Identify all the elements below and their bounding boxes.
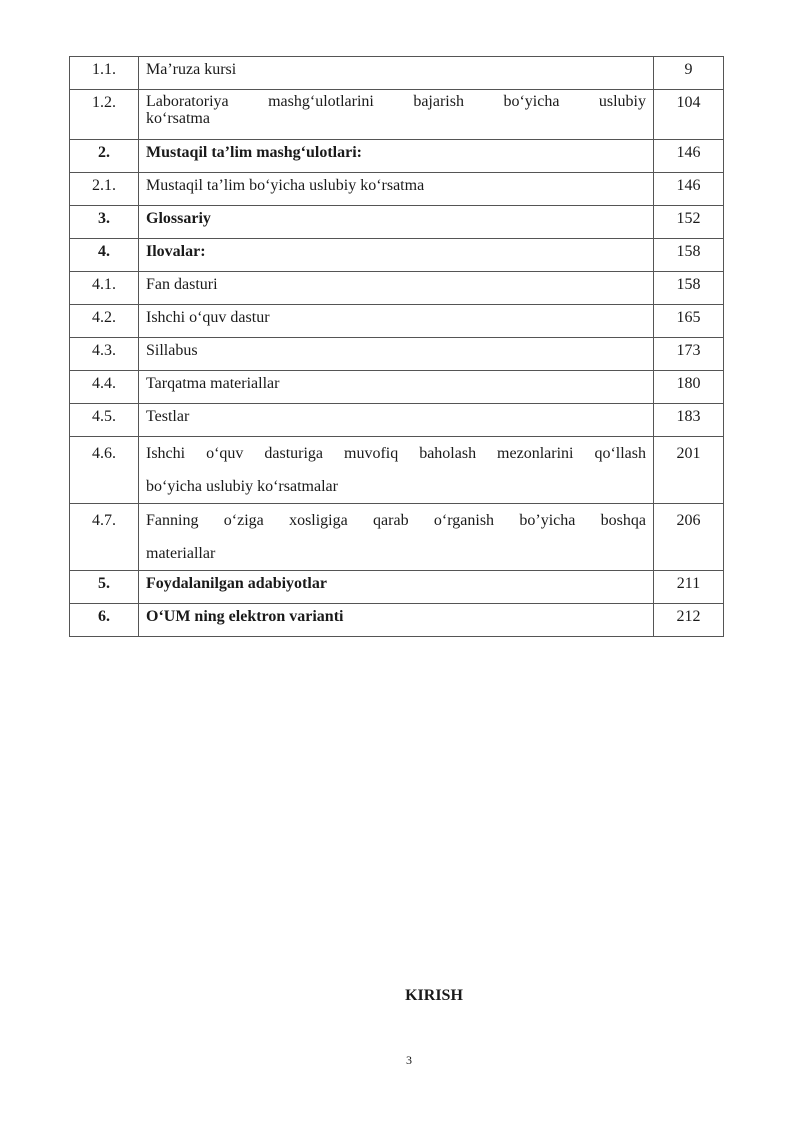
toc-title: Glossariy bbox=[139, 206, 654, 239]
table-row bbox=[70, 272, 724, 305]
toc-title-line: Laboratoriya mashg‘ulotlarini bajarish bo‘yicha uslubiy bbox=[146, 93, 646, 110]
toc-title: Tarqatma materiallar bbox=[139, 371, 654, 404]
toc-number: 4.5. bbox=[70, 404, 139, 437]
toc-title: Testlar bbox=[139, 404, 654, 437]
toc-number: 4.1. bbox=[70, 272, 139, 305]
table-row bbox=[70, 305, 724, 338]
toc-page: 158 bbox=[654, 272, 724, 305]
toc-title-line: materiallar bbox=[146, 545, 216, 562]
toc-title bbox=[139, 437, 654, 504]
toc-number: 3. bbox=[70, 206, 139, 239]
table-row bbox=[70, 504, 724, 571]
toc-number: 2.1. bbox=[70, 173, 139, 206]
table-row bbox=[70, 604, 724, 637]
toc-number: 4.7. bbox=[70, 504, 139, 571]
toc-page: 173 bbox=[654, 338, 724, 371]
toc-title bbox=[139, 504, 654, 571]
toc-page: 146 bbox=[654, 140, 724, 173]
toc-title: O‘UM ning elektron varianti bbox=[139, 604, 654, 637]
toc-title: Foydalanilgan adabiyotlar bbox=[139, 571, 654, 604]
table-row bbox=[70, 404, 724, 437]
toc-title-line: Fanning o‘ziga xosligiga qarab o‘rganish bo’yicha boshqa bbox=[146, 512, 646, 529]
toc-page: 201 bbox=[654, 437, 724, 504]
toc-page: 146 bbox=[654, 173, 724, 206]
toc-number: 4. bbox=[70, 239, 139, 272]
toc-title: Ishchi o‘quv dastur bbox=[139, 305, 654, 338]
toc-number: 4.2. bbox=[70, 305, 139, 338]
table-row bbox=[70, 206, 724, 239]
toc-number: 4.3. bbox=[70, 338, 139, 371]
table-row bbox=[70, 57, 724, 90]
table-row bbox=[70, 437, 724, 504]
toc-title: Mustaqil ta’lim bo‘yicha uslubiy ko‘rsatma bbox=[139, 173, 654, 206]
table-row bbox=[70, 371, 724, 404]
toc-number: 4.6. bbox=[70, 437, 139, 504]
toc-title: Fan dasturi bbox=[139, 272, 654, 305]
section-heading: KIRISH bbox=[405, 987, 463, 1004]
toc-page: 180 bbox=[654, 371, 724, 404]
toc-page: 104 bbox=[654, 90, 724, 140]
toc-title-line: ko‘rsatma bbox=[146, 110, 210, 127]
table-row bbox=[70, 90, 724, 140]
toc-page: 158 bbox=[654, 239, 724, 272]
toc-number: 6. bbox=[70, 604, 139, 637]
toc-number: 4.4. bbox=[70, 371, 139, 404]
toc-title: Sillabus bbox=[139, 338, 654, 371]
toc-page: 183 bbox=[654, 404, 724, 437]
toc-title-line: bo‘yicha uslubiy ko‘rsatmalar bbox=[146, 478, 338, 495]
toc-title: Mustaqil ta’lim mashg‘ulotlari: bbox=[139, 140, 654, 173]
toc-page: 9 bbox=[654, 57, 724, 90]
toc-title: Ma’ruza kursi bbox=[139, 57, 654, 90]
table-row bbox=[70, 571, 724, 604]
table-of-contents bbox=[69, 56, 724, 637]
table-row bbox=[70, 173, 724, 206]
toc-number: 5. bbox=[70, 571, 139, 604]
toc-page: 152 bbox=[654, 206, 724, 239]
toc-page: 211 bbox=[654, 571, 724, 604]
table-row bbox=[70, 338, 724, 371]
toc-page: 206 bbox=[654, 504, 724, 571]
table-row bbox=[70, 140, 724, 173]
toc-number: 1.2. bbox=[70, 90, 139, 140]
toc-title-line: Ishchi o‘quv dasturiga muvofiq baholash mezonlarini qo‘llash bbox=[146, 445, 646, 462]
toc-title bbox=[139, 90, 654, 140]
toc-page: 212 bbox=[654, 604, 724, 637]
toc-title: Ilovalar: bbox=[139, 239, 654, 272]
toc-page: 165 bbox=[654, 305, 724, 338]
table-row bbox=[70, 239, 724, 272]
toc-number: 1.1. bbox=[70, 57, 139, 90]
page-number: 3 bbox=[406, 1053, 412, 1067]
toc-number: 2. bbox=[70, 140, 139, 173]
